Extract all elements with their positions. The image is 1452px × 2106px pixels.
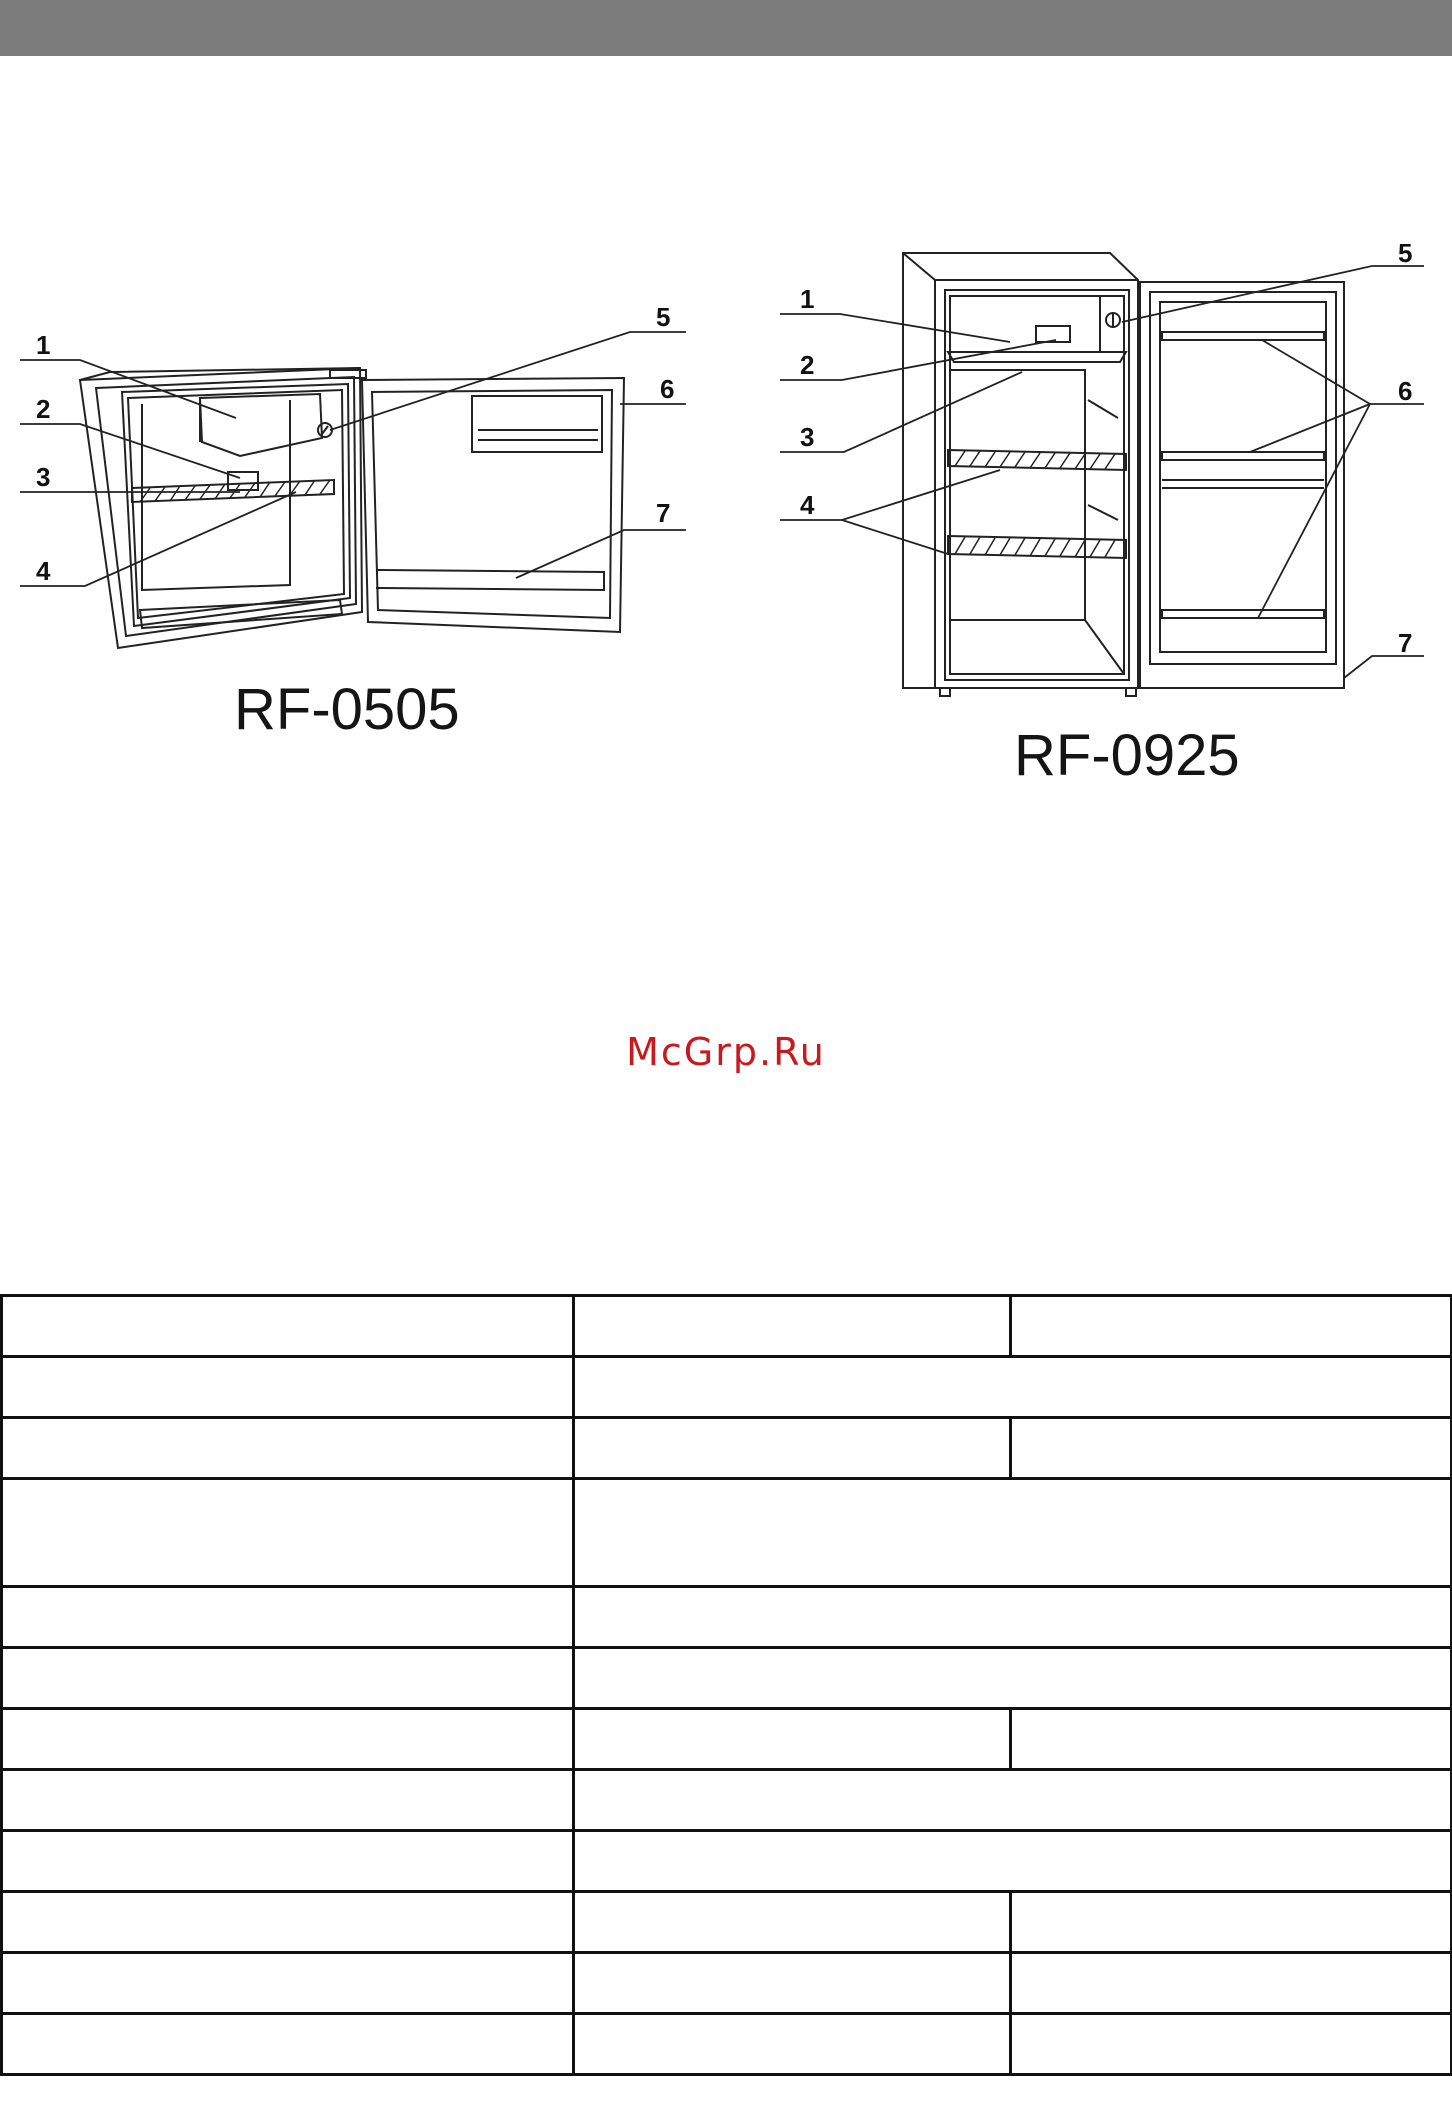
table-cell bbox=[2, 1357, 574, 1418]
table-row bbox=[2, 1770, 1452, 1831]
table-cell bbox=[2, 1770, 574, 1831]
table-row bbox=[2, 1479, 1452, 1587]
table-cell bbox=[1011, 1296, 1452, 1357]
table-row bbox=[2, 1648, 1452, 1709]
table-cell bbox=[2, 1831, 574, 1892]
callout-left-1: 1 bbox=[36, 330, 51, 360]
table-cell bbox=[1011, 1953, 1452, 2014]
table-cell bbox=[574, 1479, 1452, 1587]
callout-left-2: 2 bbox=[36, 394, 51, 424]
callout-right-7: 7 bbox=[1398, 628, 1413, 658]
table-cell bbox=[574, 1831, 1452, 1892]
header-bar bbox=[0, 0, 1452, 56]
callout-right-6: 6 bbox=[1398, 376, 1413, 406]
table-cell bbox=[574, 1648, 1452, 1709]
model-label-rf0925: RF-0925 bbox=[1014, 723, 1240, 788]
table-cell bbox=[574, 1892, 1011, 1953]
table-cell bbox=[2, 1648, 574, 1709]
callout-right-4: 4 bbox=[800, 490, 815, 520]
table-cell bbox=[574, 1418, 1011, 1479]
callout-left-4: 4 bbox=[36, 556, 51, 586]
table-cell bbox=[574, 1587, 1452, 1648]
fridge-rf0925-drawing bbox=[903, 253, 1344, 696]
table-cell bbox=[574, 1357, 1452, 1418]
table-cell bbox=[574, 2014, 1011, 2075]
table-cell bbox=[1011, 1892, 1452, 1953]
table-cell bbox=[2, 2014, 574, 2075]
fridge-rf0505-drawing bbox=[80, 368, 624, 648]
table-cell bbox=[574, 1709, 1011, 1770]
table-cell bbox=[2, 1709, 574, 1770]
table-cell bbox=[1011, 1418, 1452, 1479]
callout-left-5: 5 bbox=[656, 302, 671, 332]
table-row bbox=[2, 1892, 1452, 1953]
callout-left-7: 7 bbox=[656, 498, 671, 528]
table-cell bbox=[2, 1587, 574, 1648]
table-row bbox=[2, 2014, 1452, 2075]
table-cell bbox=[2, 1296, 574, 1357]
callout-right-1: 1 bbox=[800, 284, 815, 314]
table-row bbox=[2, 1296, 1452, 1357]
table-cell bbox=[2, 1418, 574, 1479]
table-row bbox=[2, 1357, 1452, 1418]
table-row bbox=[2, 1831, 1452, 1892]
table-cell bbox=[574, 1296, 1011, 1357]
table-row bbox=[2, 1418, 1452, 1479]
callout-right-3: 3 bbox=[800, 422, 815, 452]
table-cell bbox=[1011, 1709, 1452, 1770]
table-cell bbox=[2, 1953, 574, 2014]
table-cell bbox=[2, 1892, 574, 1953]
table-row bbox=[2, 1587, 1452, 1648]
callout-right-5: 5 bbox=[1398, 238, 1413, 268]
callout-left-6: 6 bbox=[660, 374, 675, 404]
model-label-rf0505: RF-0505 bbox=[234, 677, 460, 742]
table-cell bbox=[574, 1953, 1011, 2014]
spec-table bbox=[0, 1294, 1452, 2076]
callout-left-3: 3 bbox=[36, 462, 51, 492]
watermark: McGrp.Ru bbox=[626, 1030, 826, 1074]
table-cell bbox=[2, 1479, 574, 1587]
table-row bbox=[2, 1953, 1452, 2014]
table-row bbox=[2, 1709, 1452, 1770]
table-cell bbox=[574, 1770, 1452, 1831]
callout-right-2: 2 bbox=[800, 350, 815, 380]
table-cell bbox=[1011, 2014, 1452, 2075]
